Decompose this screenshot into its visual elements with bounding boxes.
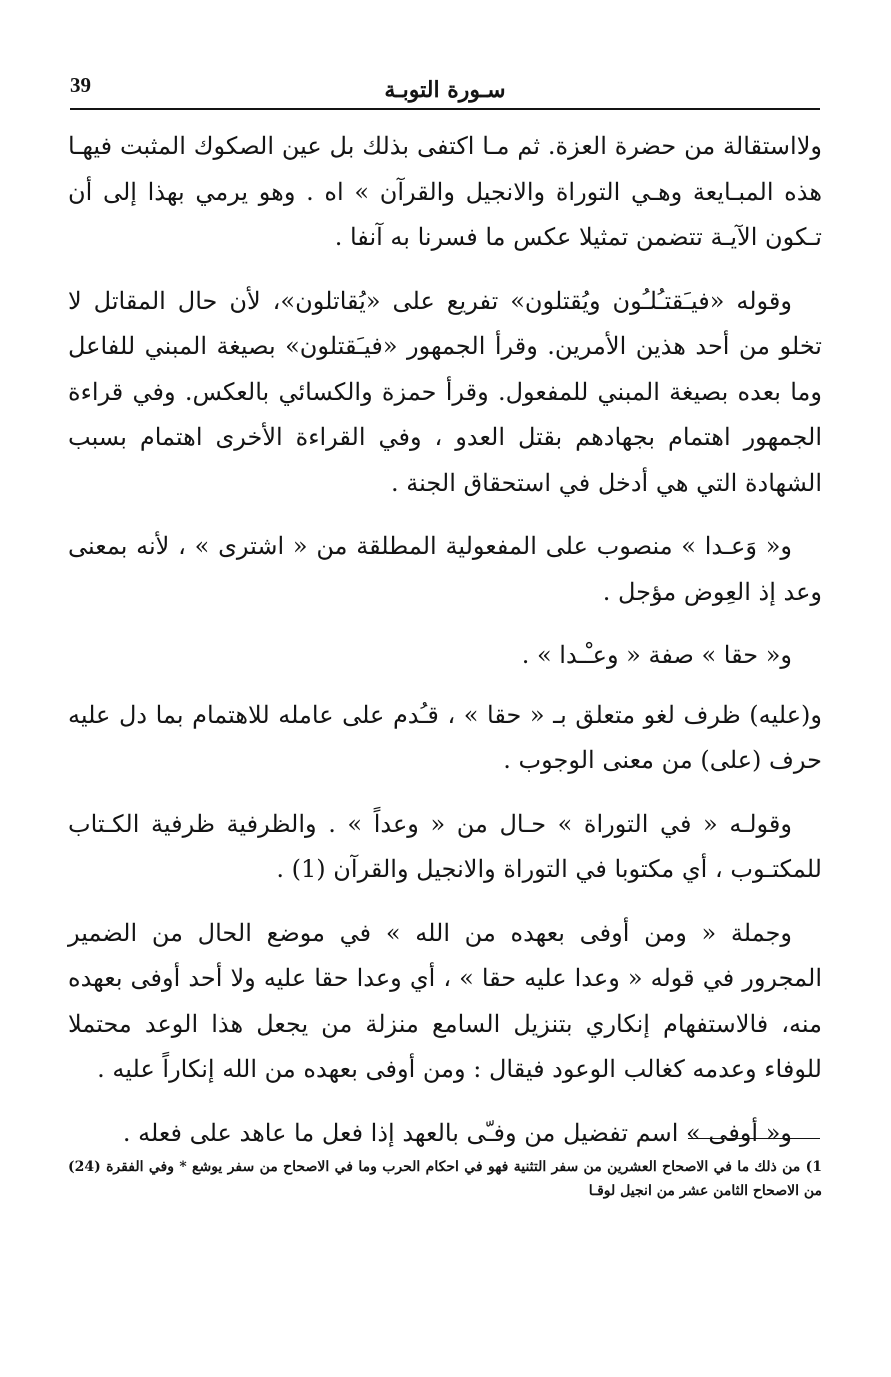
paragraph-1: ولااستقالة من حضرة العزة. ثم مـا اكتفى بذلك بل عين الصكوك المثبت فيهـا هذه المبـايعة وهـي التوراة والانجيل والقرآن » اه . وهو يرمي بهذا إلى أن تـكون الآيـة تتضمن تمثيلا عكس ما فسرنا به آنفا . xyxy=(68,132,822,251)
paragraph-5-text: و(عليه) ظرف لغو متعلق بـ « حقا » ، قـُدم على عامله للاهتمام بما دل عليه حرف (على) من معنى الوجوب . xyxy=(68,700,822,774)
paragraph-4-text: و« حقا » صفة « وعـْـدا » . xyxy=(521,641,792,669)
paragraph-8 xyxy=(68,1111,822,1157)
paragraph-3 xyxy=(68,524,822,615)
page-header xyxy=(70,72,820,110)
paragraph-6 xyxy=(68,802,822,893)
paragraph-4 xyxy=(68,633,822,679)
paragraph-2-text: وقوله «فيـَقتـُلـُون ويُقتلون» تفريع على «يُقاتلون»، لأن حال المقاتل لا تخلو من أحد هذين الأمرين. وقرأ الجمهور «فيـَقتلون» بصيغة المبني للفاعل وما بعده بصيغة المبني للمفعول. وقرأ حمزة والكسائي بالعكس. وفي قراءة الجمهور اهتمام بجهادهم بقتل العدو ، وفي القراءة الأخرى اهتمام بسبب الشهادة التي هي أدخل في استحقاق الجنة . xyxy=(68,286,822,497)
main-text xyxy=(68,124,822,1174)
paragraph-6-text: وقولـه « في التوراة » حـال من « وعداً » . والظرفية ظرفية الكـتاب للمكتـوب ، أي مكتوبا في التوراة والانجيل والقرآن (1) . xyxy=(68,809,822,883)
paragraph-8-text: و« أوفى » اسم تفضيل من وفـّى بالعهد إذا فعل ما عاهد على فعله . xyxy=(122,1118,792,1147)
page-number: 39 xyxy=(70,73,91,97)
footnote-divider xyxy=(688,1138,820,1139)
paragraph-5 xyxy=(68,693,822,784)
paragraph-7-text: وجملة « ومن أوفى بعهده من الله » في موضع الحال من الضمير المجرور في قوله « وعدا عليه حقا » ، أي وعدا حقا عليه ولا أحد أوفى بعهده منه، فالاستفهام إنكاري بتنزيل السامع منزلة من يجعل هذا الوعد محتملا للوفاء وعدمه كغالب الوعود فيقال : ومن أوفى بعهده من الله إنكاراً عليه . xyxy=(68,918,823,1083)
paragraph-7 xyxy=(68,911,822,1093)
paragraph-2 xyxy=(68,279,822,507)
footnote: 1) من ذلك ما في الاصحاح العشرين من سفر التثنية فهو في احكام الحرب وما في الاصحاح من سفر يوشع * وفي الفقرة (24) من الاصحاح الثامن عشر من انجيل لوقـا xyxy=(68,1159,822,1199)
paragraph-3-text: و« وَعـدا » منصوب على المفعولية المطلقة من « اشترى » ، لأنه بمعنى وعد إذ العِوض مؤجل . xyxy=(68,532,822,606)
running-title: سـورة التوبـة xyxy=(384,77,506,103)
